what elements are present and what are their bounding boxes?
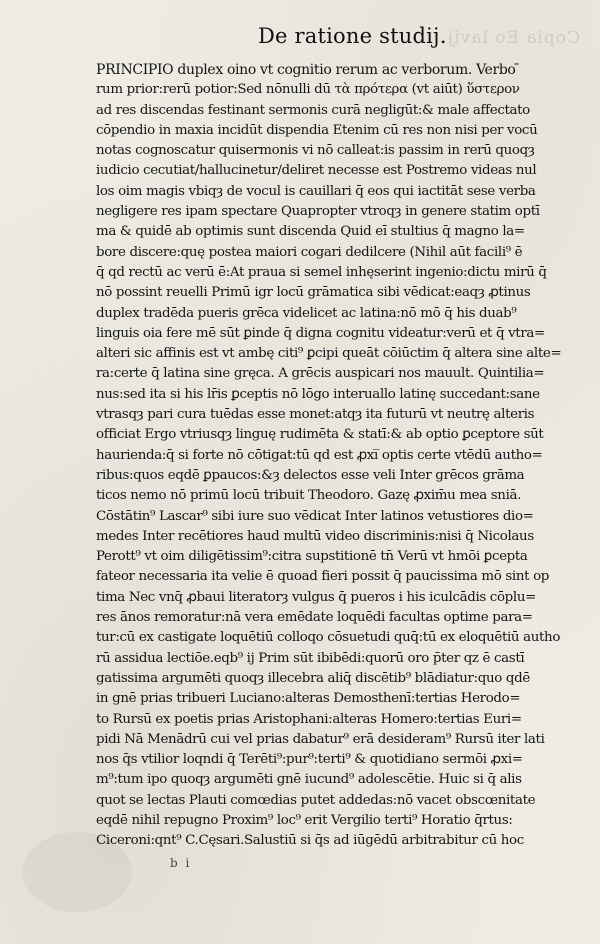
text-line: nō possint reuelli Primū igr locū grāmatica sibi vēdicat:eaqȝ ꝓtinus bbox=[96, 285, 531, 301]
text-line: officiat Ergo vtriusqȝ linguę rudimēta & statī:& ab optio ꝑceptore sūt bbox=[96, 427, 544, 443]
text-line: in gnē prias tribueri Luciano:alteras Demosthenī:tertias Herodo= bbox=[96, 691, 521, 707]
text-line: fateor necessaria ita velie ē quoad fieri possit q̄ paucissima mō sint op bbox=[96, 569, 549, 585]
signature-mark: b i bbox=[170, 856, 192, 870]
text-line: res ānos remoratur:nā vera emēdate loquēdi facultas optime para= bbox=[96, 610, 533, 626]
text-line: rum prior:rerū potior:Sed nōnulli dū τὰ πρότερα (vt aiūt) ὕστερον bbox=[96, 82, 520, 98]
text-line: vtrasqȝ pari cura tuēdas esse monet:atqȝ ita futurū vt neutrę alteris bbox=[96, 407, 535, 423]
text-line: q̄ qd rectū ac verū ē:At praua si semel inhęserint ingenio:dictu mirū q̄ bbox=[96, 264, 547, 280]
text-line: tima Nec vnq̄ ꝓbaui literatorȝ vulgus q̄ pueros i his iculcādis cōplu= bbox=[96, 589, 536, 605]
text-line: bore discere:quę postea maiori cogari dedilcere (Nihil aūt facili⁹ ē bbox=[96, 244, 523, 260]
text-line: los oim magis vbiqȝ de vocul is cauillari q̄ eos qui iactitāt sese verba bbox=[96, 183, 536, 199]
text-line: iudicio cecutiat/hallucinetur/deliret necesse est Postremo videas nul bbox=[96, 163, 537, 179]
text-line: ticos nemo nō primū locū tribuit Theodoro. Gazę ꝓxim̄u mea sniā. bbox=[96, 488, 522, 504]
page-heading: De ratione studij. bbox=[258, 24, 447, 48]
text-line: ra:certe q̄ latina sine gręca. A grēcis auspicari nos mauult. Quintilia= bbox=[96, 366, 545, 382]
text-line: rū assidua lectiōe.eqb⁹ ij Prim sūt ibibēdi:quorū oro p̄ter qz ē castī bbox=[96, 650, 525, 666]
text-line: ribus:quos eqdē ꝑpaucos:&ȝ delectos esse veli Inter grēcos grāma bbox=[96, 467, 525, 483]
text-line: PRINCIPIO duplex oino vt cognitio rerum ac verborum. Verbo ̄ bbox=[96, 62, 520, 78]
text-line: medes Inter recētiores haud multū video discriminis:nisi q̄ Nicolaus bbox=[96, 528, 534, 544]
text-line: nos q̄s vtilior loqndi q̄ Terēti⁹:pur⁹:terti⁹ & quotidiano sermōi ꝓxi= bbox=[96, 752, 523, 768]
text-line: tur:cū ex castigate loquētiū colloqo cōsuetudi quq̄:tū ex eloquētiū autho bbox=[96, 630, 561, 646]
text-line: to Rursū ex poetis prias Aristophani:alteras Homero:tertias Euri= bbox=[96, 711, 522, 727]
text-line: haurienda:q̄ si forte nō cōtigat:tū qd est ꝓxi̅ optis certe vtēdū autho= bbox=[96, 447, 543, 463]
text-line: Cōstātin⁹ Lascar⁹ sibi iure suo vēdicat Inter latinos vetustiores dio= bbox=[96, 508, 534, 524]
text-line: negligere res ipam spectare Quapropter vtroqȝ in genere statim optī bbox=[96, 204, 540, 220]
text-line: Ciceroni:qnt⁹ C.Cęsari.Salustiū si q̄s ad iūgēdū arbitrabitur cū hoc bbox=[96, 833, 524, 849]
text-line: gatissima argumēti quoqȝ illecebra aliq̄ discētib⁹ blādiatur:quo qdē bbox=[96, 670, 530, 686]
text-line: duplex tradēda pueris grēca videlicet ac latina:nō mō q̄ his duab⁹ bbox=[96, 305, 517, 321]
text-line: ad res discendas festinant sermonis curā negligūt:& male affectato bbox=[96, 102, 530, 118]
text-line: linguis oia fere mē sūt ꝑinde q̄ digna cognitu videatur:verū et q̄ vtra= bbox=[96, 325, 545, 341]
text-line: ma & quidē ab optimis sunt discenda Quid eī stultius q̄ magno la= bbox=[96, 224, 525, 240]
bleed-through-text: Copia Eo lavij. bbox=[440, 28, 580, 48]
body-text bbox=[96, 60, 568, 852]
text-line: eqdē nihil repugno Proxim⁹ loc⁹ erit Vergilio terti⁹ Horatio q̄rtus: bbox=[96, 812, 513, 828]
text-line: cōpendio in maxia incidūt dispendia Etenim cū res non nisi per vocū bbox=[96, 122, 538, 138]
text-line: alteri sic affinis est vt ambę citi⁹ ꝑcipi queāt cōiūctim q̄ altera sine alte= bbox=[96, 346, 562, 362]
text-line: notas cognoscatur quisermonis vi nō calleat:is passim in rerū quoqȝ bbox=[96, 143, 535, 159]
text-line: nus:sed ita si his lr̄is ꝑceptis nō lōgo interuallo latinę succedant:sane bbox=[96, 386, 540, 402]
text-line: Perott⁹ vt oim diligētissim⁹:citra supstitionē tn̄ Verū vt hmōi ꝑcepta bbox=[96, 549, 528, 565]
text-line: m⁹:tum ipo quoqȝ argumēti gnē iucund⁹ adolescētie. Huic si q̄ alis bbox=[96, 772, 522, 788]
text-line: quot se lectas Plauti comœdias putet addedas:nō vacet obscœnitate bbox=[96, 792, 536, 808]
text-line: pidi Nā Menādrū cui vel prias dabatur⁹ erā desideram⁹ Rursū iter lati bbox=[96, 731, 545, 747]
